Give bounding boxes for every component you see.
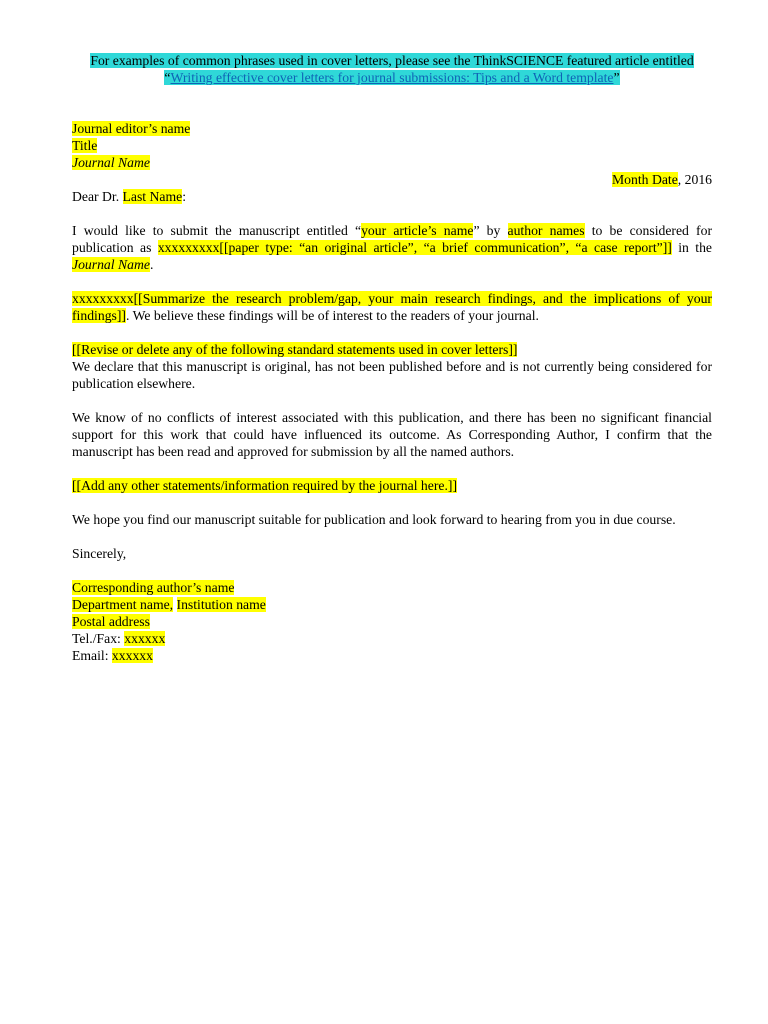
- signature-tel-label: Tel./Fax:: [72, 631, 125, 646]
- para-declaration: We declare that this manuscript is original, has not been published before and is not currently being considered for publication elsewhere.: [72, 359, 712, 391]
- signature-email: [72, 647, 712, 664]
- para-conflicts: We know of no conflicts of interest associated with this publication, and there has been no significant financial support for this work that could have influenced its outcome. As Corresponding Author, I confirm that the manuscript has been read and approved for submission by all the named authors.: [72, 410, 712, 459]
- para-submission: [72, 222, 712, 273]
- para1-t2: ” by: [473, 223, 508, 238]
- note-add: [72, 477, 712, 494]
- para-summary: [72, 290, 712, 324]
- salutation-name: Last Name: [122, 189, 183, 204]
- recipient-journal-name: [72, 154, 712, 171]
- recipient-title: [72, 137, 712, 154]
- banner-note: [72, 52, 712, 86]
- recipient-journal-name-text: Journal Name: [72, 155, 150, 170]
- signature-postal-text: Postal address: [72, 614, 150, 629]
- note-add-text: [[Add any other statements/information required by the journal here.]]: [72, 478, 458, 493]
- para1-t3: to be considered for publication as: [72, 223, 712, 255]
- para1-t4: in the: [671, 240, 713, 255]
- signature-affiliation-sep: [173, 597, 176, 612]
- signature-dept-text: Department name,: [72, 597, 174, 612]
- closing: Sincerely,: [72, 546, 127, 561]
- signature-tel-value: xxxxxx: [124, 631, 166, 646]
- signature-postal: [72, 613, 712, 630]
- para2-t1: . We believe these findings will be of interest to the readers of your journal.: [125, 308, 539, 323]
- salutation-pre: Dear Dr.: [72, 189, 123, 204]
- banner-text-pre: For examples of common phrases used in cover letters, please see the ThinkSCIENCE featured article entitled “: [90, 53, 694, 85]
- note-revise-text: [[Revise or delete any of the following standard statements used in cover letters]]: [72, 342, 518, 357]
- para1-journal-name: Journal Name: [72, 257, 150, 272]
- signature-tel: [72, 630, 712, 647]
- para1-author-names: author names: [507, 223, 585, 238]
- recipient-editor-name-text: Journal editor’s name: [72, 121, 191, 136]
- salutation: [72, 188, 712, 205]
- para1-t5: .: [149, 257, 154, 272]
- signature-name: [72, 579, 712, 596]
- recipient-title-text: Title: [72, 138, 98, 153]
- signature-name-text: Corresponding author’s name: [72, 580, 235, 595]
- article-link[interactable]: Writing effective cover letters for journal submissions: Tips and a Word template: [170, 70, 614, 85]
- para2-summary-placeholder: xxxxxxxxx[[Summarize the research problem/gap, your main research findings, and the implications of your findings]]: [72, 291, 712, 323]
- recipient-block: [72, 120, 712, 171]
- signature-block: [72, 579, 712, 664]
- para1-paper-type: xxxxxxxxx[[paper type: “an original article”, “a brief communication”, “a case report”]]: [157, 240, 672, 255]
- recipient-editor-name: [72, 120, 712, 137]
- date-line: [72, 171, 712, 188]
- signature-email-value: xxxxxx: [111, 648, 153, 663]
- date-year: , 2016: [677, 172, 712, 187]
- date-highlight: Month Date: [612, 172, 678, 187]
- para1-t1: I would like to submit the manuscript entitled “: [72, 223, 362, 238]
- para1-article-name: your article’s name: [361, 223, 474, 238]
- signature-email-label: Email:: [72, 648, 112, 663]
- note-revise: [72, 341, 712, 358]
- salutation-post: :: [182, 189, 187, 204]
- banner-text-post: ”: [613, 70, 620, 85]
- banner-highlight: [90, 53, 693, 85]
- signature-institution-text: Institution name: [176, 597, 266, 612]
- signature-affiliation: [72, 596, 712, 613]
- para-hope: We hope you find our manuscript suitable for publication and look forward to hearing from you in due course.: [72, 512, 676, 527]
